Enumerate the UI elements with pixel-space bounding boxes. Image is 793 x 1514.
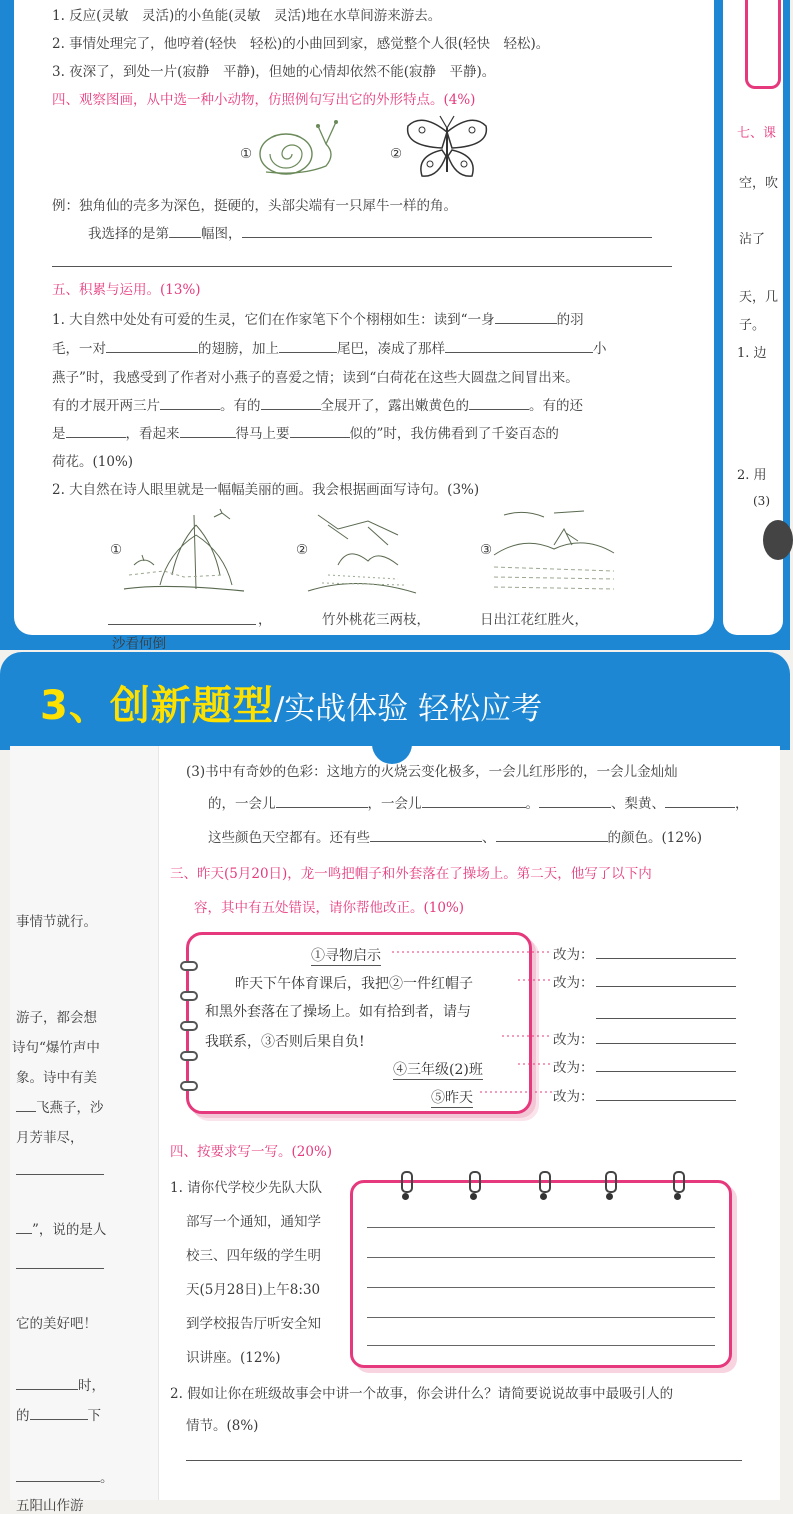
section-3-heading-line-2: 容，其中有五处错误，请你帮他改正。(10%) bbox=[194, 900, 465, 916]
hole-icon bbox=[402, 1193, 409, 1200]
blank[interactable] bbox=[180, 423, 236, 438]
ring-icon bbox=[539, 1171, 551, 1193]
ring-icon bbox=[605, 1171, 617, 1193]
correction-label: 改为： bbox=[553, 947, 594, 963]
ring-icon bbox=[180, 961, 198, 971]
correction-blank[interactable] bbox=[596, 944, 736, 959]
bq1-line-2: 部写一个通知，通知学 bbox=[186, 1214, 321, 1230]
bq2-line-1: 2. 假如让你在班级故事会中讲一个故事，你会讲什么？请简要说说故事中最吸引人的 bbox=[170, 1386, 674, 1402]
q3-line-1: (3)书中有奇妙的色彩：这地方的火烧云变化极多，一会儿红彤彤的，一会儿金灿灿 bbox=[186, 764, 678, 780]
correction-connectors bbox=[392, 940, 554, 1100]
correction-label: 改为： bbox=[553, 1060, 594, 1076]
text: 、梨黄、 bbox=[611, 796, 665, 812]
text: 1. 大自然中处处有可爱的生灵，它们在作家笔下个个栩栩如生：读到“一身 bbox=[52, 312, 495, 328]
correction-1 bbox=[553, 943, 736, 963]
text: 似的”时，我仿佛看到了千姿百态的 bbox=[349, 426, 559, 442]
text: ，看起来 bbox=[125, 426, 180, 442]
q1-line-4 bbox=[52, 394, 583, 414]
snail-picture bbox=[256, 116, 348, 178]
notice-writing-notebook[interactable] bbox=[350, 1180, 732, 1368]
left-text-k: 下 bbox=[87, 1408, 101, 1424]
q1-line-6: 荷花。(10%) bbox=[52, 454, 134, 470]
poem-picture-2-number: ② bbox=[296, 542, 309, 558]
correction-2 bbox=[553, 971, 736, 991]
right-text-7: (3) bbox=[753, 494, 770, 508]
willow-swallow-picture bbox=[124, 505, 244, 595]
text: 得马上要 bbox=[235, 426, 290, 442]
left-text-g: ”，说的是人 bbox=[32, 1222, 107, 1238]
blank[interactable] bbox=[16, 1375, 78, 1390]
notice-date: ⑤昨天 bbox=[431, 1087, 473, 1108]
banner-main-title: 3、创新题型 bbox=[40, 683, 274, 729]
left-text-f: 月芳菲尽， bbox=[16, 1130, 84, 1146]
ring-icon bbox=[180, 1081, 198, 1091]
text: 的颜色。(12%) bbox=[607, 830, 703, 846]
text: 这些颜色天空都有。还有些 bbox=[208, 830, 370, 846]
left-blank-1[interactable] bbox=[16, 1160, 104, 1175]
poem-3-line: 日出江花红胜火， bbox=[480, 612, 588, 628]
cartoon-head-icon bbox=[763, 520, 793, 560]
left-text-e: 飞燕子，沙 bbox=[36, 1100, 104, 1116]
poem-1-comma: ， bbox=[258, 612, 272, 628]
correction-5 bbox=[553, 1085, 736, 1105]
text: 的，一会儿 bbox=[208, 796, 276, 812]
picture-1-number: ① bbox=[240, 146, 253, 162]
correction-label: 改为： bbox=[553, 1032, 594, 1048]
blank[interactable] bbox=[370, 827, 482, 842]
right-text-2: 沾了 bbox=[739, 232, 766, 247]
ring-icon bbox=[180, 1021, 198, 1031]
left-text-l: 。 bbox=[100, 1470, 114, 1486]
answer-line[interactable] bbox=[186, 1460, 742, 1461]
blank[interactable] bbox=[30, 1405, 88, 1420]
poem-picture-3-number: ③ bbox=[480, 542, 493, 558]
left-text-l-line bbox=[16, 1466, 114, 1486]
adjacent-page bbox=[723, 0, 783, 635]
blank[interactable] bbox=[422, 793, 526, 808]
hole-icon bbox=[674, 1193, 681, 1200]
river-sunrise-picture bbox=[494, 505, 614, 595]
section-4-heading: 四、按要求写一写。(20%) bbox=[170, 1144, 333, 1160]
text: 是 bbox=[52, 426, 66, 442]
writing-line[interactable] bbox=[367, 1345, 715, 1346]
right-text-5: 1. 边 bbox=[737, 346, 767, 361]
hole-icon bbox=[470, 1193, 477, 1200]
bq1-line-6: 识讲座。(12%) bbox=[186, 1350, 281, 1366]
ring-icon bbox=[469, 1171, 481, 1193]
left-text-m: 五阳山作游 bbox=[16, 1498, 84, 1514]
blank[interactable] bbox=[106, 338, 198, 353]
bq2-line-2: 情节。(8%) bbox=[186, 1418, 259, 1434]
section-7-heading: 七、课 bbox=[737, 126, 777, 141]
banner-subtitle: /实战体验 轻松应考 bbox=[273, 691, 543, 727]
blank[interactable] bbox=[290, 423, 350, 438]
section-4-heading: 四、观察图画，从中选一种小动物，仿照例句写出它的外形特点。(4%) bbox=[52, 92, 476, 108]
left-text-a: 事情节就行。 bbox=[16, 914, 97, 930]
blank[interactable] bbox=[160, 395, 220, 410]
right-text-4: 子。 bbox=[739, 318, 766, 333]
blank[interactable] bbox=[665, 793, 735, 808]
notice-line-1: 昨天下午体育课后，我把②一件红帽子 bbox=[235, 976, 473, 992]
choose-picture-line bbox=[88, 222, 652, 242]
hole-icon bbox=[606, 1193, 613, 1200]
correction-blank[interactable] bbox=[596, 1086, 736, 1101]
example-sentence: 例：独角仙的壳多为深色，挺硬的，头部尖端有一只犀牛一样的角。 bbox=[52, 198, 457, 214]
writing-line[interactable] bbox=[367, 1227, 715, 1228]
choose-label-b: 幅图， bbox=[201, 226, 242, 242]
blank[interactable] bbox=[242, 223, 652, 238]
left-text-i: 时， bbox=[78, 1378, 105, 1394]
correction-3 bbox=[553, 1028, 736, 1048]
text: ，一会儿 bbox=[367, 796, 422, 812]
sentence-2: 2. 事情处理完了，他哼着(轻快 轻松)的小曲回到家，感觉整个人很(轻快 轻松)。 bbox=[52, 36, 550, 52]
correction-4 bbox=[553, 1056, 736, 1076]
pink-card-corner bbox=[745, 0, 781, 89]
left-text-g-line bbox=[16, 1218, 106, 1238]
writing-line[interactable] bbox=[367, 1257, 715, 1258]
q2-line: 2. 大自然在诗人眼里就是一幅幅美丽的画。我会根据画面写诗句。(3%) bbox=[52, 482, 480, 498]
text: 尾巴，凑成了那样 bbox=[337, 341, 445, 357]
section-3-heading-line-1: 三、昨天(5月20日)，龙一鸣把帽子和外套落在了操场上。第二天，他写了以下内 bbox=[170, 866, 652, 882]
text: 有的才展开两三片 bbox=[52, 398, 160, 414]
q1-line-1 bbox=[52, 308, 584, 328]
hole-icon bbox=[540, 1193, 547, 1200]
writing-line[interactable] bbox=[367, 1317, 715, 1318]
text: 的翅膀，加上 bbox=[198, 341, 279, 357]
q3-line-3 bbox=[208, 826, 702, 846]
blank[interactable] bbox=[279, 338, 337, 353]
text: 的羽 bbox=[556, 312, 584, 328]
ring-icon bbox=[401, 1171, 413, 1193]
q1-line-5 bbox=[52, 422, 559, 442]
text: 。有的 bbox=[220, 398, 261, 414]
left-text-d: 象。诗中有美 bbox=[16, 1070, 97, 1086]
left-text-c: 诗句“爆竹声中 bbox=[12, 1040, 100, 1056]
correction-extra-blank[interactable] bbox=[596, 1004, 736, 1019]
text: 、 bbox=[482, 830, 496, 846]
q1-line-2 bbox=[52, 337, 607, 357]
blank[interactable] bbox=[539, 793, 611, 808]
text: 毛，一对 bbox=[52, 341, 106, 357]
picture-2-number: ② bbox=[390, 146, 403, 162]
notice-line-2: 和黑外套落在了操场上。如有拾到者，请与 bbox=[205, 1004, 471, 1020]
bq1-line-5: 到学校报告厅听安全知 bbox=[186, 1316, 321, 1332]
correction-blank[interactable] bbox=[596, 1029, 736, 1044]
bq1-line-4: 天(5月28日)上午8:30 bbox=[186, 1282, 321, 1298]
text: 。有的还 bbox=[529, 398, 583, 414]
left-text-j-line bbox=[16, 1404, 101, 1424]
bq1-line-1: 1. 请你代学校少先队大队 bbox=[170, 1180, 323, 1196]
right-text-3: 天，几 bbox=[739, 290, 779, 305]
left-blank-2[interactable] bbox=[16, 1254, 104, 1269]
notice-line-3: 我联系，③否则后果自负! bbox=[205, 1034, 365, 1050]
blank[interactable] bbox=[469, 395, 529, 410]
bamboo-peach-picture bbox=[308, 505, 416, 595]
poem-2-line: 竹外桃花三两枝， bbox=[322, 612, 430, 628]
q1-line-3: 燕子”时，我感受到了作者对小燕子的喜爱之情；读到“白荷花在这些大圆盘之间冒出来。 bbox=[52, 370, 579, 386]
correction-label: 改为： bbox=[553, 1089, 594, 1105]
blank[interactable] bbox=[261, 395, 321, 410]
blank[interactable] bbox=[66, 423, 126, 438]
blank[interactable] bbox=[445, 338, 593, 353]
left-text-j: 的 bbox=[16, 1408, 30, 1424]
left-text-b: 游子，都会想 bbox=[16, 1010, 97, 1026]
left-text-i-line bbox=[16, 1374, 105, 1394]
writing-line[interactable] bbox=[367, 1287, 715, 1288]
answer-line[interactable] bbox=[52, 266, 672, 267]
left-text-e-line bbox=[16, 1096, 104, 1116]
sentence-1: 1. 反应(灵敏 灵活)的小鱼能(灵敏 灵活)地在水草间游来游去。 bbox=[52, 8, 442, 24]
q3-line-2 bbox=[208, 792, 749, 812]
banner-title bbox=[40, 674, 542, 731]
right-text-1: 空，吹 bbox=[739, 176, 779, 191]
ring-icon bbox=[180, 991, 198, 1001]
blank[interactable] bbox=[496, 827, 608, 842]
butterfly-picture bbox=[402, 112, 492, 184]
text: 小 bbox=[593, 341, 607, 357]
ring-icon bbox=[180, 1051, 198, 1061]
ring-icon bbox=[673, 1171, 685, 1193]
right-text-6: 2. 用 bbox=[737, 468, 767, 483]
left-text-h: 它的美好吧！ bbox=[16, 1316, 97, 1332]
blank[interactable] bbox=[495, 309, 557, 324]
blank[interactable] bbox=[276, 793, 368, 808]
text: 全展开了，露出嫩黄色的 bbox=[320, 398, 469, 414]
cut-off-text bbox=[112, 632, 166, 638]
text: ， bbox=[735, 796, 749, 812]
correction-blank[interactable] bbox=[596, 972, 736, 987]
poem-picture-1-number: ① bbox=[110, 542, 123, 558]
choose-label-a: 我选择的是第 bbox=[88, 226, 169, 242]
correction-label: 改为： bbox=[553, 975, 594, 991]
section-5-heading: 五、积累与运用。(13%) bbox=[52, 282, 201, 298]
correction-blank[interactable] bbox=[596, 1057, 736, 1072]
poem-1-blank[interactable] bbox=[108, 610, 256, 625]
notice-title: ①寻物启示 bbox=[311, 945, 381, 966]
blank[interactable] bbox=[16, 1467, 100, 1482]
sentence-3: 3. 夜深了，到处一片(寂静 平静)，但她的心情却依然不能(寂静 平静)。 bbox=[52, 64, 496, 80]
bq1-line-3: 校三、四年级的学生明 bbox=[186, 1248, 321, 1264]
text: 。 bbox=[525, 796, 539, 812]
blank[interactable] bbox=[169, 223, 201, 238]
blank[interactable] bbox=[16, 1219, 32, 1234]
blank[interactable] bbox=[16, 1097, 36, 1112]
notice-signature: ④三年级(2)班 bbox=[393, 1059, 483, 1080]
